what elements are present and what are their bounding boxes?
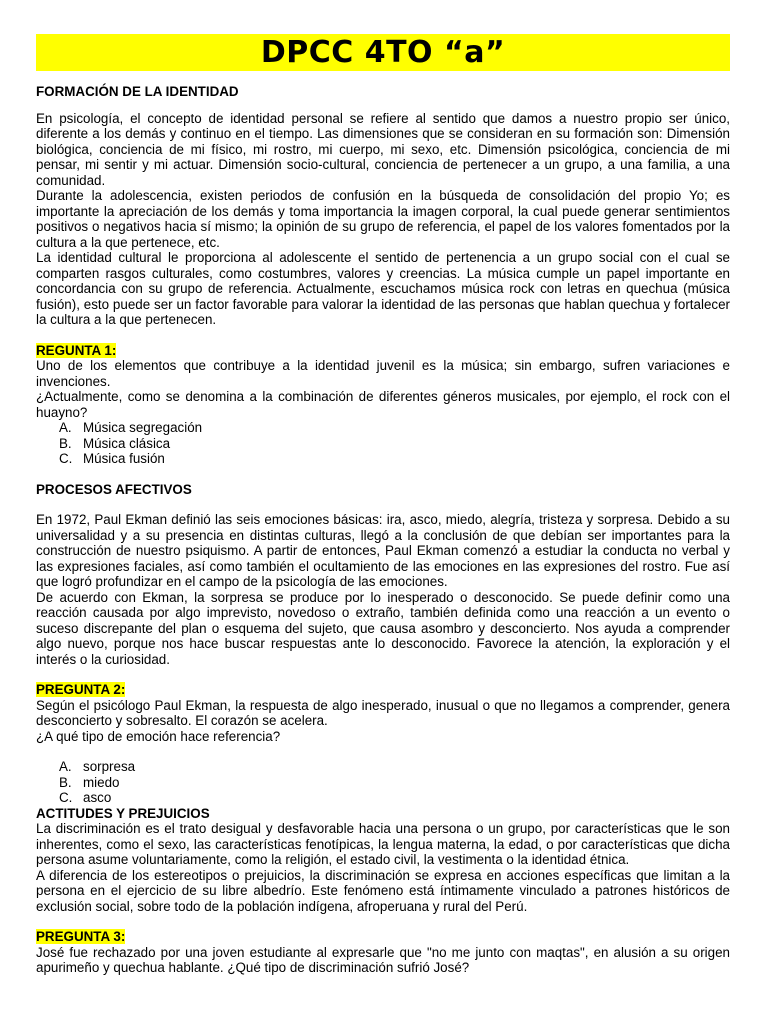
option-letter: C. — [59, 790, 73, 805]
question-text: ¿Actualmente, como se denomina a la combinación de diferentes géneros musicales, por ejemplo, el rock con el huayno? — [36, 389, 730, 420]
question-text: José fue rechazado por una joven estudiante al expresarle que "no me junto con maqtas", en alusión a su origen apurimeño y quechua hablante. ¿Qué tipo de discriminación sufrió José? — [36, 944, 730, 975]
option-item — [36, 790, 730, 806]
paragraph: A diferencia de los estereotipos o prejuicios, la discriminación se expresa en acciones específicas que limitan a la persona en el ejercicio de su libre albedrío. Este fenómeno está íntimamente vinculado a patrones históricos de exclusión social, sobre todo de la población indígena, afroperuana y rural del Perú. — [36, 867, 730, 914]
option-text: Música fusión — [83, 451, 165, 466]
question-label-1 — [36, 343, 730, 359]
option-letter: B. — [59, 774, 72, 790]
paragraph: La identidad cultural le proporciona al adolescente el sentido de pertenencia a un grupo social con el cual se comparten rasgos culturales, como costumbres, valores y creencias. La música cumple un papel importante en concordancia con su grupo de referencia. Actualmente, escuchamos música rock con letras en quechua (música fusión), esto puede ser un factor favorable para valorar la identidad de las personas que hablan quechua y fortalecer la cultura a la que pertenecen. — [36, 250, 730, 327]
option-letter: A. — [59, 759, 72, 774]
section-heading-procesos: PROCESOS AFECTIVOS — [36, 481, 192, 497]
question-highlight: PREGUNTA 3: — [36, 929, 126, 944]
question-text: Uno de los elementos que contribuye a la identidad juvenil es la música; sin embargo, sufren variaciones e invenciones. — [36, 358, 730, 389]
option-item — [36, 775, 730, 791]
option-item — [36, 451, 730, 467]
options-list-2 — [36, 759, 730, 806]
question-highlight: REGUNTA 1: — [36, 342, 117, 358]
option-text: asco — [83, 790, 112, 805]
option-text: sorpresa — [83, 759, 136, 774]
option-item — [36, 420, 730, 436]
option-item — [36, 759, 730, 775]
paragraph: Durante la adolescencia, existen periodos de confusión en la búsqueda de consolidación del propio Yo; es importante la apreciación de los demás y toma importancia la imagen corporal, la cual puede generar sentimientos positivos o negativos hacia sí mismo; la opinión de su grupo de referencia, el papel de los valores fomentados por la cultura a la que pertenece, etc. — [36, 188, 730, 250]
paragraph: En 1972, Paul Ekman definió las seis emociones básicas: ira, asco, miedo, alegría, tristeza y sorpresa. Debido a su universalidad y a su presencia en distintas culturas, llegó a la conclusión de que debían ser importantes para la construcción de nuestro psiquismo. A partir de entonces, Paul Ekman comenzó a estudiar la conducta no verbal y las expresiones faciales, así como también el ocultamiento de las emociones en las expresiones del rostro. Fue así que logró profundizar en el campo de la psicología de las emociones. — [36, 512, 730, 589]
question-highlight: PREGUNTA 2: — [36, 682, 126, 697]
option-letter: C. — [59, 451, 73, 466]
option-text: miedo — [83, 774, 120, 790]
section-heading-identidad: FORMACIÓN DE LA IDENTIDAD — [36, 84, 239, 99]
option-text: Música clásica — [83, 435, 171, 451]
question-text: Según el psicólogo Paul Ekman, la respuesta de algo inesperado, inusual o que no llegamos a comprender, genera desconcierto y sobresalto. El corazón se acelera. — [36, 697, 730, 728]
document-body — [36, 84, 730, 976]
page-title: DPCC 4TO “a” — [260, 35, 506, 70]
option-item — [36, 436, 730, 452]
option-letter: A. — [59, 420, 72, 435]
paragraph: De acuerdo con Ekman, la sorpresa se produce por lo inesperado o desconocido. Se puede definir como una reacción causada por algo imprevisto, novedoso o extraño, también definida como una reacción a un evento o suceso discrepante del plan o esquema del sujeto, que causa asombro y desconcierto. Nos ayuda a comprender algo nuevo, porque nos hace buscar respuestas ante lo desconocido. Favorece la atención, la exploración y el interés o la curiosidad. — [36, 589, 730, 667]
question-text: ¿A qué tipo de emoción hace referencia? — [36, 728, 281, 744]
question-label-3 — [36, 929, 730, 945]
paragraph: En psicología, el concepto de identidad personal se refiere al sentido que damos a nuestro propio ser único, diferente a los demás y continuo en el tiempo. Las dimensiones que se consideran en su formación son: Dimensión biológica, conciencia de mi físico, mi rostro, mi cuerpo, mi sexo, etc. Dimensión psicológica, conciencia de mi pensar, mi sentir y mi actuar. Dimensión socio-cultural, conciencia de pertenecer a un grupo, a una familia, a una comunidad. — [36, 110, 730, 188]
title-banner — [36, 34, 730, 71]
section-heading-actitudes: ACTITUDES Y PREJUICIOS — [36, 805, 210, 821]
option-letter: B. — [59, 435, 72, 451]
question-label-2 — [36, 682, 730, 698]
options-list-1 — [36, 420, 730, 467]
option-text: Música segregación — [83, 420, 203, 435]
paragraph: La discriminación es el trato desigual y desfavorable hacia una persona o un grupo, por características que le son inherentes, como el sexo, las características fenotípicas, la lengua materna, la edad, o por características que dicha persona asume voluntariamente, como la religión, el estado civil, la vestimenta o la identidad étnica. — [36, 821, 730, 867]
